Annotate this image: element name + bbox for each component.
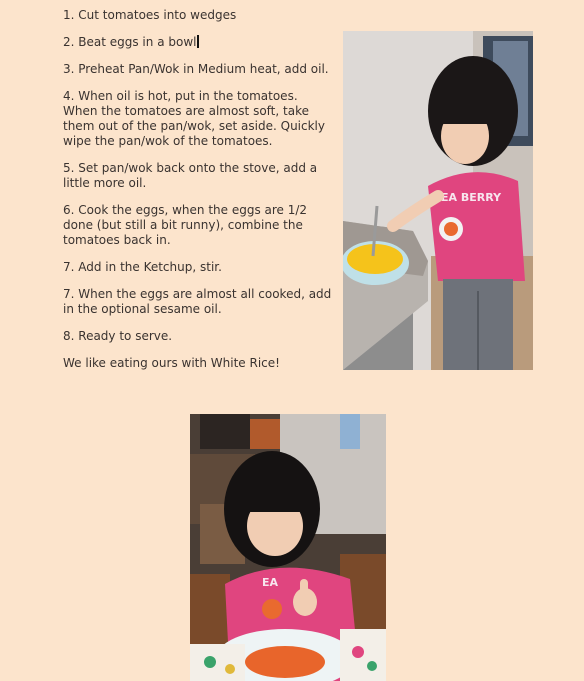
step-7: 7. Add in the Ketchup, stir. (63, 260, 222, 274)
photo-child-stirring-eggs (343, 31, 533, 370)
text-cursor (197, 35, 199, 48)
shirt-text: EA (262, 576, 279, 589)
step-7b: 7. When the eggs are almost all cooked, add in the optional sesame oil. (63, 287, 332, 316)
step-4: 4. When oil is hot, put in the tomatoes. When the tomatoes are almost soft, take them out of the pan/wok, set aside. Quickly wipe the pan/wok of the tomatoes. (63, 89, 325, 148)
step-8: 8. Ready to serve. (63, 329, 173, 343)
shirt-text: EA BERRY (441, 191, 502, 204)
step-1: 1. Cut tomatoes into wedges (63, 8, 237, 22)
step-5: 5. Set pan/wok back onto the stove, add a little more oil. (63, 161, 318, 190)
step-2 (63, 35, 335, 50)
photo-child-thumbs-up (190, 414, 386, 681)
step-3: 3. Preheat Pan/Wok in Medium heat, add oil. (63, 62, 329, 76)
closing-note: We like eating ours with White Rice! (63, 356, 280, 370)
step-6: 6. Cook the eggs, when the eggs are 1/2 done (but still a bit runny), combine the tomatoes back in. (63, 203, 308, 247)
step-2-text: 2. Beat eggs in a bowl (63, 35, 197, 49)
recipe-steps (63, 8, 335, 383)
